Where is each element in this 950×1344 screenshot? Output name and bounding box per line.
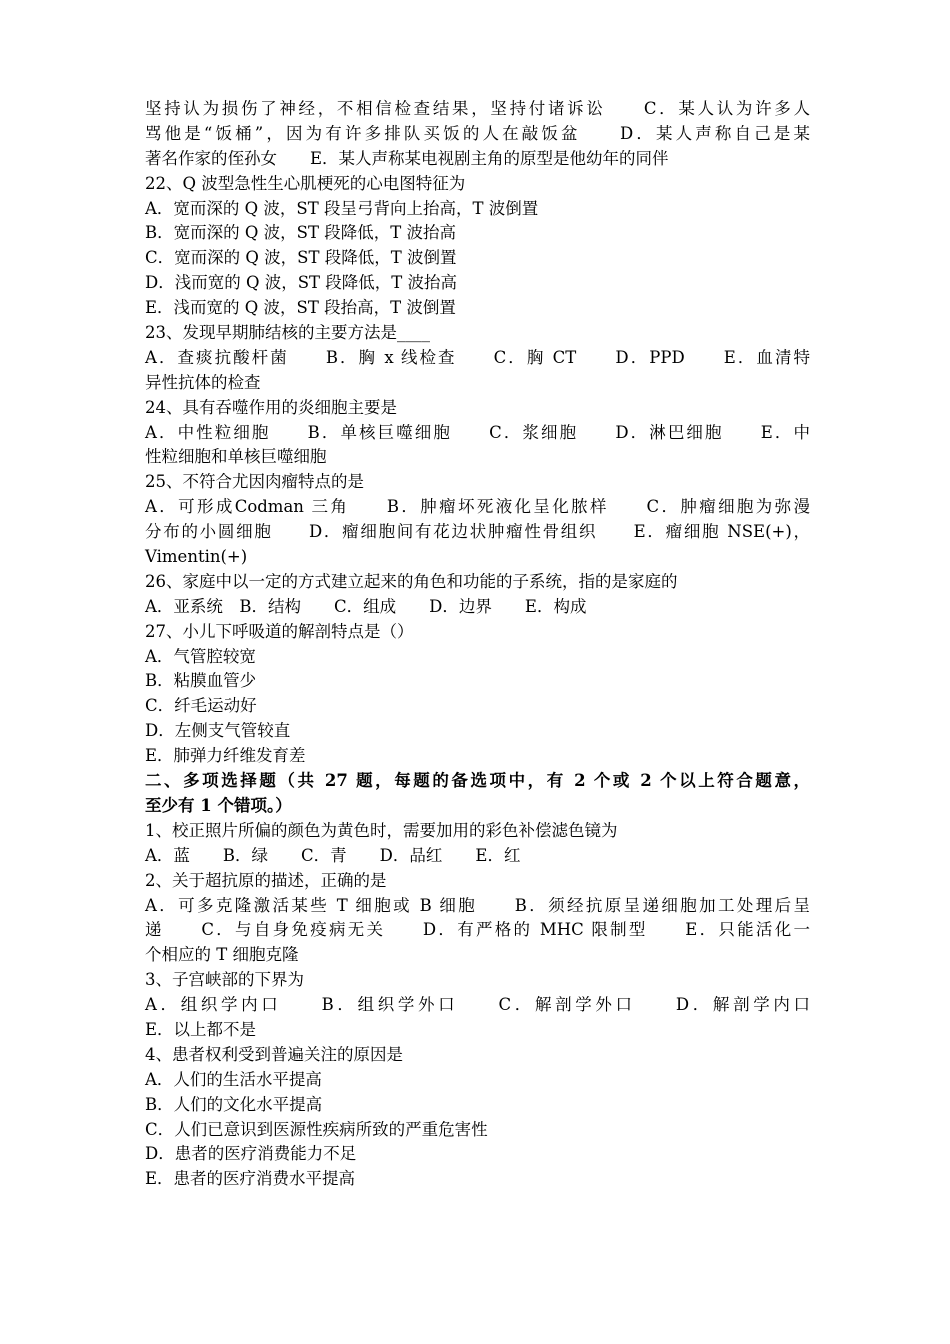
- text-line: E．浅而宽的 Q 波，ST 段抬高，T 波倒置: [145, 298, 456, 318]
- text-line: A．宽而深的 Q 波，ST 段呈弓背向上抬高，T 波倒置: [145, 198, 539, 218]
- text-line: 异性抗体的检查: [145, 372, 261, 392]
- text-line: 23、发现早期肺结核的主要方法是____: [145, 323, 430, 343]
- text-line: 2、关于超抗原的描述，正确的是: [145, 870, 387, 890]
- text-line: C．纤毛运动好: [145, 696, 257, 716]
- text-line: 个相应的 T 细胞克隆: [145, 945, 299, 965]
- text-line: 25、不符合尤因肉瘤特点的是: [145, 472, 364, 492]
- document-page: [145, 97, 810, 1192]
- text-line: 二、多项选择题（共 27 题，每题的备选项中，有 2 个或 2 个以上符合题意，: [145, 771, 810, 791]
- text-line: C．宽而深的 Q 波，ST 段降低，T 波倒置: [145, 248, 457, 268]
- text-line: Vimentin(+): [145, 547, 248, 567]
- text-line: 27、小儿下呼吸道的解剖特点是（）: [145, 621, 414, 641]
- text-line: 1、校正照片所偏的颜色为黄色时，需要加用的彩色补偿滤色镜为: [145, 820, 618, 840]
- text-line: 分布的小圆细胞 D．瘤细胞间有花边状肿瘤性骨组织 E．瘤细胞 NSE(+)，: [145, 522, 810, 542]
- text-line: D．浅而宽的 Q 波，ST 段降低，T 波抬高: [145, 273, 458, 293]
- text-line: B．粘膜血管少: [145, 671, 257, 691]
- text-line: A．气管腔较宽: [145, 646, 256, 666]
- text-line: C．人们已意识到医源性疾病所致的严重危害性: [145, 1119, 488, 1139]
- text-line: 骂他是“饭桶”，因为有许多排队买饭的人在敲饭盆 D．某人声称自己是某: [145, 123, 810, 143]
- text-line: 著名作家的侄孙女 E．某人声称某电视剧主角的原型是他幼年的同伴: [145, 148, 669, 168]
- text-line: 24、具有吞噬作用的炎细胞主要是: [145, 397, 397, 417]
- text-line: A．亚系统 B．结构 C．组成 D．边界 E．构成: [145, 596, 587, 616]
- text-line: A．可形成Codman 三角 B．肿瘤坏死液化呈化脓样 C．肿瘤细胞为弥漫: [145, 497, 810, 517]
- text-line: A．组织学内口 B．组织学外口 C．解剖学外口 D．解剖学内口: [145, 995, 810, 1015]
- text-line: E．以上都不是: [145, 1019, 257, 1039]
- text-line: 性粒细胞和单核巨噬细胞: [145, 447, 327, 467]
- text-line: 3、子宫峡部的下界为: [145, 970, 304, 990]
- text-line: A．中性粒细胞 B．单核巨噬细胞 C．浆细胞 D．淋巴细胞 E．中: [145, 422, 810, 442]
- text-line: B．宽而深的 Q 波，ST 段降低，T 波抬高: [145, 223, 456, 243]
- text-line: A．可多克隆激活某些 T 细胞或 B 细胞 B．须经抗原呈递细胞加工处理后呈: [145, 895, 810, 915]
- text-line: E．患者的医疗消费水平提高: [145, 1169, 356, 1189]
- text-line: D．患者的医疗消费能力不足: [145, 1144, 357, 1164]
- text-line: E．肺弹力纤维发育差: [145, 746, 306, 766]
- text-line: 坚持认为损伤了神经，不相信检查结果，坚持付诸诉讼 C．某人认为许多人: [145, 99, 810, 118]
- text-line: B．人们的文化水平提高: [145, 1094, 323, 1114]
- text-line: D．左侧支气管较直: [145, 721, 291, 741]
- text-line: A．人们的生活水平提高: [145, 1069, 322, 1089]
- text-line: 至少有 1 个错项。）: [145, 795, 292, 815]
- text-line: A．蓝 B．绿 C．青 D．品红 E．红: [145, 845, 521, 865]
- text-line: 递 C．与自身免疫病无关 D．有严格的 MHC 限制型 E．只能活化一: [145, 920, 810, 940]
- text-line: 26、家庭中以一定的方式建立起来的角色和功能的子系统，指的是家庭的: [145, 571, 678, 591]
- text-line: 4、患者权利受到普遍关注的原因是: [145, 1044, 403, 1064]
- text-line: A．查痰抗酸杆菌 B．胸 x 线检查 C．胸 CT D．PPD E．血清特: [145, 347, 810, 367]
- text-line: 22、Q 波型急性生心肌梗死的心电图特征为: [145, 173, 466, 193]
